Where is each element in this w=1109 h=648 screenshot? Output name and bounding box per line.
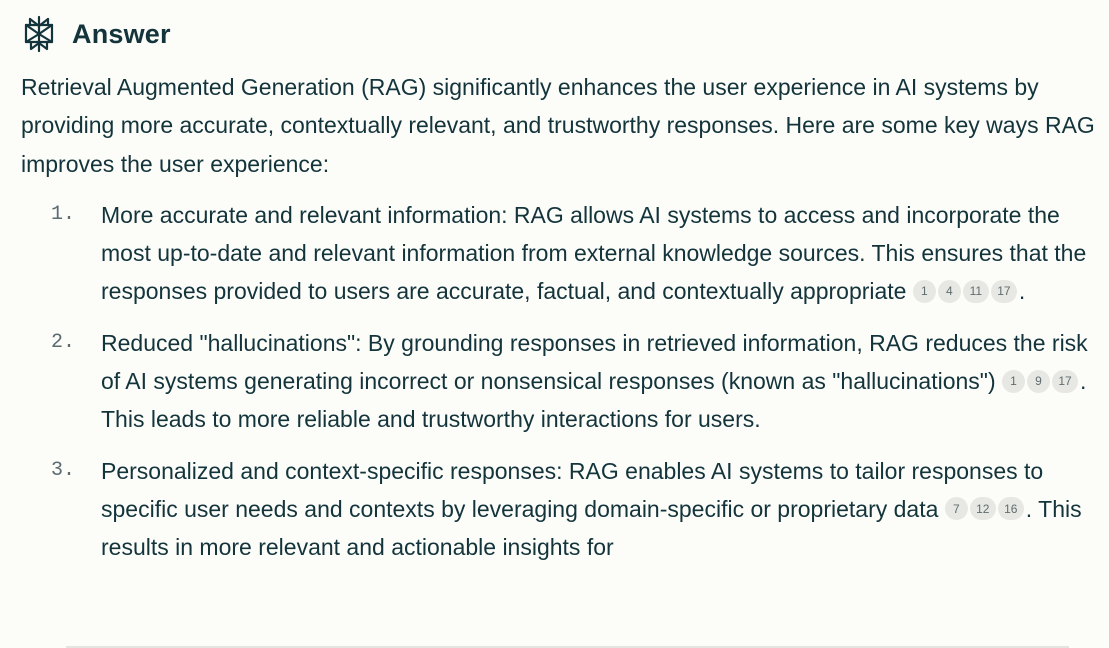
citation-badge[interactable]: 1: [913, 280, 936, 303]
list-item-text: Personalized and context-specific responses: RAG enables AI systems to tailor responses to specific user needs and contexts by leveraging domain-specific or proprietary data: [101, 457, 1044, 522]
citation-badge[interactable]: 7: [945, 497, 968, 520]
answer-body: [21, 68, 1096, 580]
citation-badge[interactable]: 17: [991, 280, 1017, 303]
citation-badge[interactable]: 4: [938, 280, 961, 303]
list-item: [21, 324, 1096, 439]
list-item-text-tail: .: [1018, 278, 1026, 305]
citation-badge[interactable]: 12: [970, 497, 996, 520]
list-item-text: Reduced "hallucinations": By grounding responses in retrieved information, RAG reduces the risk of AI systems generating incorrect or nonsensical responses (known as "hallucinations"): [101, 329, 1088, 395]
list-item-text-tail: . This leads to more reliable and trustworthy interactions for users.: [101, 368, 1087, 433]
perplexity-logo-icon: [22, 15, 56, 53]
citation-badge[interactable]: 11: [963, 280, 989, 303]
list-item-text: More accurate and relevant information: RAG allows AI systems to access and incorporate the most up-to-date and relevant information from external knowledge sources. This ensures that the responses provided to users are accurate, factual, and contextually appropriate: [101, 201, 1087, 305]
list-item-number: 2.: [51, 330, 76, 354]
answer-header: [22, 14, 171, 54]
list-item-number: 3.: [51, 458, 76, 482]
answer-title: Answer: [72, 18, 171, 49]
citation-badge[interactable]: 9: [1027, 370, 1050, 393]
list-item-text-tail: . This results in more relevant and actionable insights for: [101, 495, 1082, 561]
answer-intro: Retrieval Augmented Generation (RAG) significantly enhances the user experience in AI systems by providing more accurate, contextually relevant, and trustworthy responses. Here are some key ways RAG improves the user experience:: [21, 74, 1095, 177]
list-item: [21, 452, 1096, 567]
citation-badge[interactable]: 16: [998, 497, 1024, 520]
list-item: [21, 196, 1096, 311]
citation-badge[interactable]: 1: [1002, 370, 1025, 393]
citation-badge[interactable]: 17: [1052, 370, 1078, 393]
list-item-number: 1.: [51, 202, 76, 226]
answer-points-list: [21, 196, 1096, 567]
